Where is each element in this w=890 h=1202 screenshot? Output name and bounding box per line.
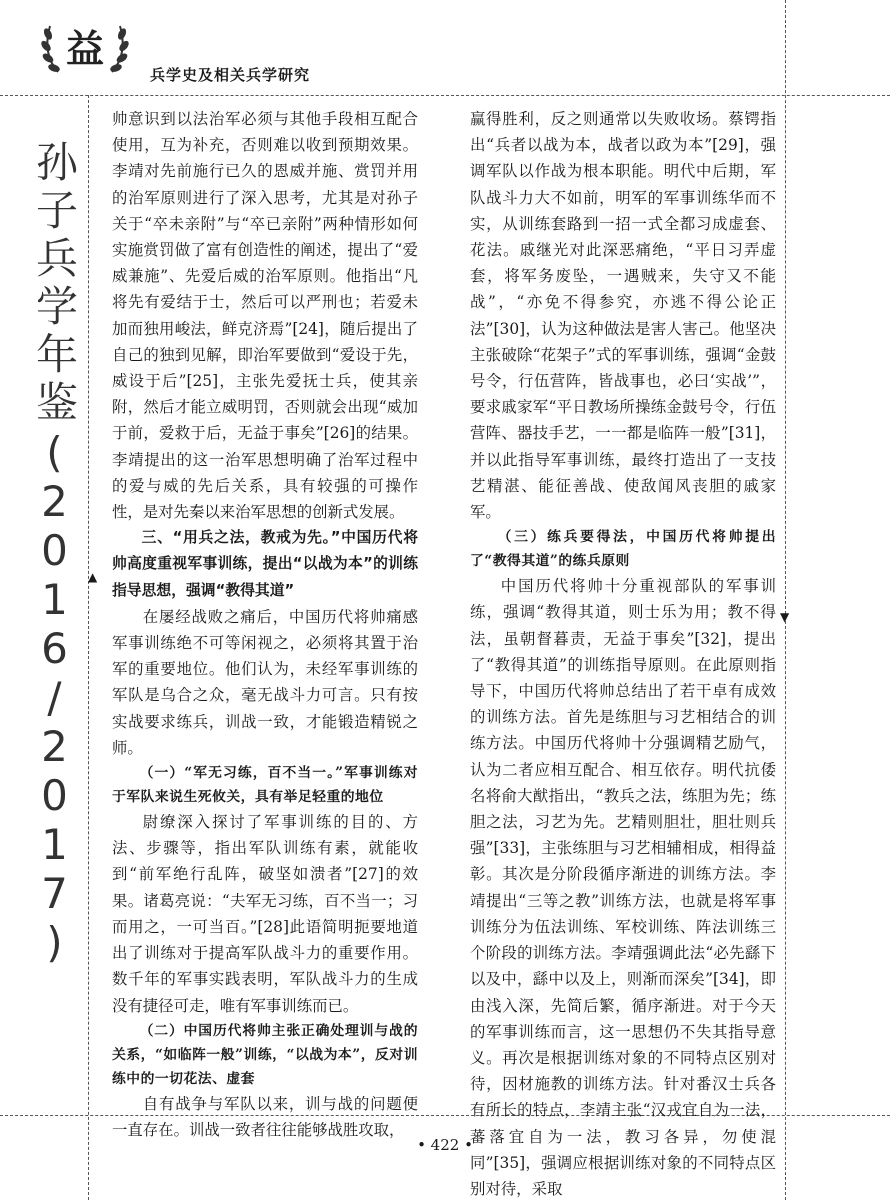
- section-heading: 三、“用兵之法，教戒为先。”中国历代将帅高度重视军事训练，提出“以战为本”的训练指导思想，强调“教得其道”: [112, 529, 418, 599]
- subsection-heading: （三）练兵要得法，中国历代将帅提出了“教得其道”的练兵原则: [470, 529, 776, 570]
- page-number: • 422 •: [417, 1136, 473, 1154]
- left-margin-rule: [88, 95, 89, 1200]
- subsection-heading: （二）中国历代将帅主张正确处理训与战的关系，“如临阵一般”训练，“以战为本”，反对训练中的一切花法、虚套: [112, 1022, 418, 1087]
- right-margin-rule: [785, 0, 786, 1200]
- yearbook-side-title: [22, 140, 86, 967]
- yearbook-logo-icon: [36, 14, 134, 78]
- paragraph: 自有战争与军队以来，训与战的问题便一直存在。训战一致者往往能够战胜攻取，: [112, 1094, 418, 1139]
- running-head: 兵学史及相关兵学研究: [150, 66, 311, 84]
- side-title-text: 孙子兵学年鉴: [30, 140, 79, 428]
- paragraph: 尉缭深入探讨了军事训练的目的、方法、步骤等，指出军队训练有素，就能收到“前军绝行乱阵，破坚如溃者”[27]的效果。诸葛亮说：“夫军无习练，百不当一；习而用之，一可当百。”[28]此语简明扼要地道出了训练对于提高军队战斗力的重要作用。数千年的军事实践表明，军队战斗力的生成没有捷径可走，唯有军事训练而已。: [112, 813, 418, 1015]
- logo-glyph: 益: [65, 27, 105, 71]
- side-title-year: (2016/2017): [30, 428, 79, 967]
- paragraph: 赢得胜利，反之则通常以失败收场。蔡锷指出“兵者以战为本，战者以政为本”[29]，强调军队以作战为根本职能。明代中后期，军队战斗力大不如前，明军的军事训练华而不实，从训练套路到一招一式全都习成虚套、花法。戚继光对此深恶痛绝，“平日习弄虚套，将军务废坠，一遇贼来，失守又不能战”，“亦免不得参究，亦逃不得公论正法”[30]，认为这种做法是害人害己。他坚决主张破除“花架子”式的军事训练，强调“金鼓号令，行伍营阵，皆战事也，必曰‘实战’”，要求戚家军“平日教场所操练金鼓号令，行伍营阵、器技手艺，一一都是临阵一般”[31]，并以此指导军事训练，最终打造出了一支技艺精湛、能征善战、使敌闻风丧胆的戚家军。: [470, 110, 776, 522]
- triangle-up-icon: ▲: [88, 570, 98, 584]
- subsection-heading: （一）“军无习练，百不当一。”军事训练对于军队来说生死攸关，具有举足轻重的地位: [112, 765, 418, 806]
- left-text-column: [112, 106, 418, 1143]
- paragraph: 中国历代将帅十分重视部队的军事训练，强调“教得其道，则士乐为用；教不得法，虽朝督暮责，无益于事矣”[32]，提出了“教得其道”的训练指导原则。在此原则指导下，中国历代将帅总结出了若干卓有成效的训练方法。首先是练胆与习艺相结合的训练方法。中国历代将帅十分强调精艺励气，认为二者应相互配合、相互依存。明代抗倭名将俞大猷指出，“教兵之法，练胆为先；练胆之法，习艺为先。艺精则胆壮，胆壮则兵强”[33]，主张练胆与习艺相辅相成，相得益彰。其次是分阶段循序渐进的训练方法。李靖提出“三等之教”训练方法，也就是将军事训练分为伍法训练、军校训练、阵法训练三个阶段的训练方法。李靖强调此法“必先繇下以及中，繇中以及上，则渐而深矣”[34]，即由浅入深，先简后繁，循序渐进。对于今天的军事训练而言，这一思想仍不失其指导意义。再次是根据训练对象的不同特点区别对待，因材施教的训练方法。针对番汉士兵各有所长的特点，李靖主张“汉戎宜自为一法，蕃落宜自为一法，教习各异，勿使混同”[35]，强调应根据训练对象的不同特点区别对待，采取: [470, 577, 776, 1198]
- triangle-down-icon: ▼: [780, 610, 790, 624]
- paragraph: 帅意识到以法治军必须与其他手段相互配合使用，互为补充，否则难以收到预期效果。李靖对先前施行已久的恩威并施、赏罚并用的治军原则进行了深入思考，尤其是对孙子关于“卒未亲附”与“卒已亲附”两种情形如何实施赏罚做了富有创造性的阐述，提出了“爱威兼施”、先爱后威的治军原则。他指出“凡将先有爱结于士，然后可以严刑也；若爱未加而独用峻法，鲜克济焉”[24]，随后提出了自己的独到见解，即治军要做到“爱设于先，威设于后”[25]，主张先爱抚士兵，使其亲附，然后才能立威明罚，否则就会出现“威加于前，爱救于后，无益于事矣”[26]的结果。李靖提出的这一治军思想明确了治军过程中的爱与威的先后关系，具有较强的可操作性，是对先秦以来治军思想的创新式发展。: [112, 110, 418, 522]
- paragraph: 在屡经战败之痛后，中国历代将帅痛感军事训练绝不可等闲视之，必须将其置于治军的重要地位。他们认为，未经军事训练的军队是乌合之众，毫无战斗力可言。只有按实战要求练兵，训战一致，才能锻造精锐之师。: [112, 607, 418, 757]
- right-text-column: [470, 106, 776, 1202]
- header-rule: [0, 95, 890, 96]
